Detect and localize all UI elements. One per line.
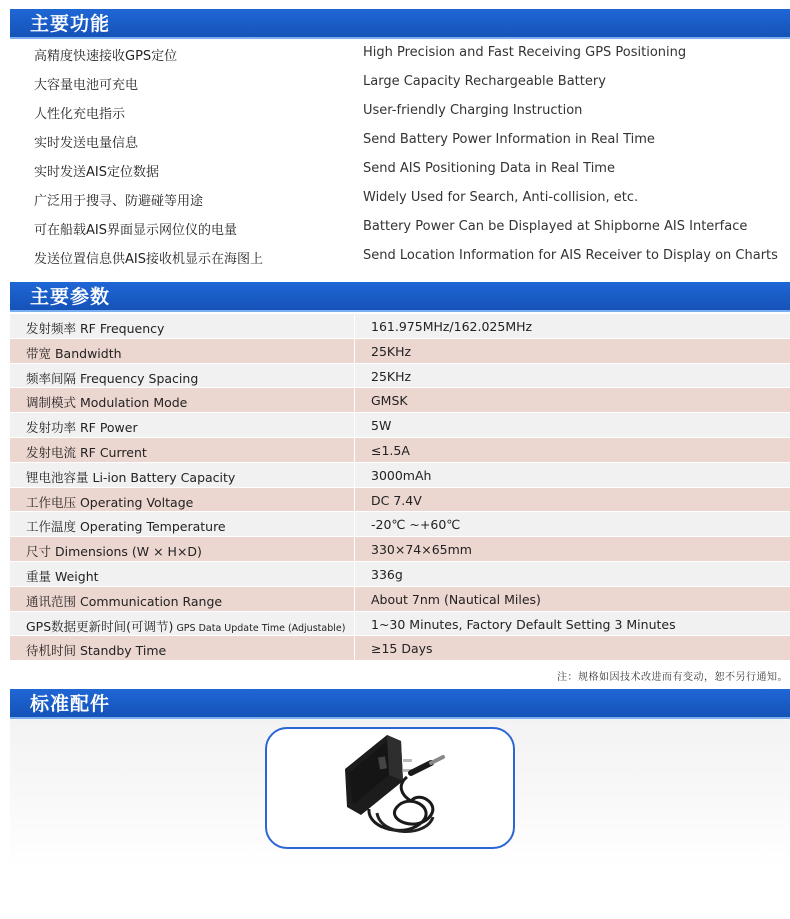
spec-value: -20℃ ~+60℃ <box>371 517 461 533</box>
accessory-frame <box>265 727 515 849</box>
spec-label-cn: GPS数据更新时间(可调节) <box>26 618 174 634</box>
spec-row <box>10 537 790 562</box>
specs-table <box>10 314 790 661</box>
column-divider <box>354 339 355 363</box>
spec-label: 发射功率 RF Power <box>26 420 138 436</box>
specs-title: 主要参数 <box>30 286 111 308</box>
column-divider <box>354 612 355 636</box>
feature-row <box>10 39 790 68</box>
spec-label: 带宽 Bandwidth <box>26 345 122 361</box>
spec-row <box>10 463 790 488</box>
column-divider <box>354 562 355 586</box>
feature-row <box>10 68 790 97</box>
spec-label-en-small: GPS Data Update Time (Adjustable) <box>173 622 346 634</box>
feature-row <box>10 97 790 126</box>
column-divider <box>354 413 355 437</box>
feature-cn: 实时发送AIS定位数据 <box>34 165 159 180</box>
feature-en: High Precision and Fast Receiving GPS Positioning <box>363 45 687 60</box>
spec-value: 25KHz <box>371 368 412 384</box>
spec-row <box>10 314 790 339</box>
column-divider <box>354 463 355 487</box>
features-title: 主要功能 <box>30 13 111 35</box>
spec-value: 330×74×65mm <box>371 542 472 558</box>
spec-label: 锂电池容量 Li-ion Battery Capacity <box>26 469 236 485</box>
spec-value: 5W <box>371 418 392 434</box>
spec-row <box>10 339 790 364</box>
feature-row <box>10 213 790 242</box>
feature-en: Widely Used for Search, Anti-collision, etc. <box>363 190 639 205</box>
spec-label: 工作电压 Operating Voltage <box>26 494 194 510</box>
column-divider <box>354 512 355 536</box>
spec-value: About 7nm (Nautical Miles) <box>371 591 541 607</box>
feature-row <box>10 126 790 155</box>
spec-row <box>10 388 790 413</box>
spec-label: 调制模式 Modulation Mode <box>26 395 188 411</box>
spec-row <box>10 438 790 463</box>
spec-row <box>10 364 790 389</box>
accessories-section-header <box>10 689 790 719</box>
spec-value: 336g <box>371 566 403 582</box>
features-list <box>10 39 790 271</box>
spec-value: GMSK <box>371 393 408 409</box>
feature-en: Large Capacity Rechargeable Battery <box>363 74 606 89</box>
spec-value: ≥15 Days <box>371 641 433 657</box>
spec-row <box>10 512 790 537</box>
spec-label: 待机时间 Standby Time <box>26 643 167 659</box>
spec-label: 发射电流 RF Current <box>26 444 147 460</box>
feature-cn: 可在船载AIS界面显示网位仪的电量 <box>34 223 237 238</box>
spec-value: 25KHz <box>371 343 412 359</box>
spec-label: 通讯范围 Communication Range <box>26 593 223 609</box>
feature-en: User-friendly Charging Instruction <box>363 103 583 118</box>
column-divider <box>354 438 355 462</box>
accessories-title: 标准配件 <box>30 693 111 715</box>
spec-label: 尺寸 Dimensions (W × H×D) <box>26 544 202 560</box>
column-divider <box>354 388 355 412</box>
spec-row <box>10 488 790 513</box>
features-section-header <box>10 9 790 39</box>
column-divider <box>354 537 355 561</box>
spec-value: 1~30 Minutes, Factory Default Setting 3 Minutes <box>371 616 676 632</box>
feature-row <box>10 155 790 184</box>
spec-disclaimer-note: 注：规格如因技术改进而有变动，恕不另行通知。 <box>557 672 788 683</box>
feature-cn: 大容量电池可充电 <box>34 78 139 93</box>
column-divider <box>354 314 355 338</box>
column-divider <box>354 488 355 512</box>
column-divider <box>354 364 355 388</box>
specs-section-header <box>10 282 790 312</box>
spec-row <box>10 413 790 438</box>
feature-en: Send Battery Power Information in Real Time <box>363 132 655 147</box>
spec-row <box>10 587 790 612</box>
spec-value: 161.975MHz/162.025MHz <box>371 319 533 334</box>
feature-en: Battery Power Can be Displayed at Shipborne AIS Interface <box>363 219 748 234</box>
spec-value: DC 7.4V <box>371 492 422 508</box>
feature-cn: 实时发送电量信息 <box>34 136 139 151</box>
spec-label: 重量 Weight <box>26 568 99 584</box>
spec-value: ≤1.5A <box>371 442 410 458</box>
feature-cn: 发送位置信息供AIS接收机显示在海图上 <box>34 252 263 267</box>
feature-en: Send AIS Positioning Data in Real Time <box>363 161 615 176</box>
spec-label: 频率间隔 Frequency Spacing <box>26 370 199 386</box>
feature-en: Send Location Information for AIS Receiver to Display on Charts <box>363 248 778 263</box>
power-adapter-icon <box>327 729 457 847</box>
feature-cn: 广泛用于搜寻、防避碰等用途 <box>34 194 204 209</box>
spec-label: 工作温度 Operating Temperature <box>26 519 226 535</box>
spec-label: 发射频率 RF Frequency <box>26 321 165 336</box>
spec-row <box>10 612 790 637</box>
column-divider <box>354 587 355 611</box>
spec-value: 3000mAh <box>371 467 432 483</box>
feature-row <box>10 184 790 213</box>
feature-row <box>10 242 790 271</box>
feature-cn: 人性化充电指示 <box>34 107 126 122</box>
spec-row <box>10 636 790 661</box>
spec-label <box>26 617 345 635</box>
spec-row <box>10 562 790 587</box>
feature-cn: 高精度快速接收GPS定位 <box>34 49 178 64</box>
column-divider <box>354 636 355 660</box>
